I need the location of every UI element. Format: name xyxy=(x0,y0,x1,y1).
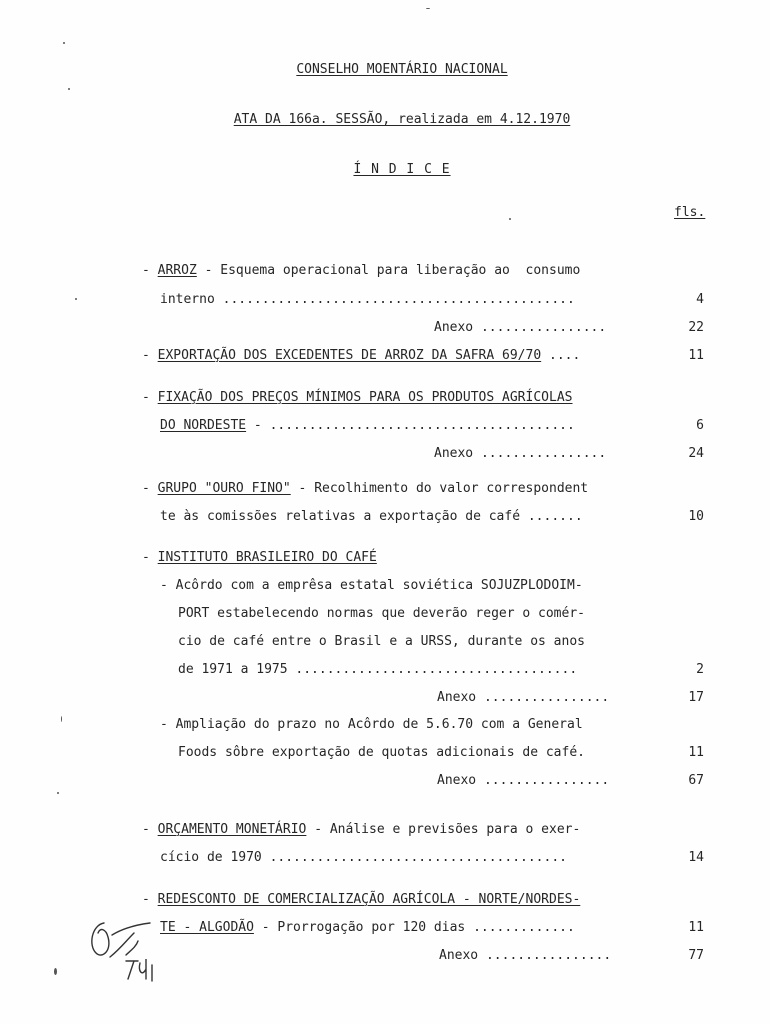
entry-ibc-title-line: - INSTITUTO BRASILEIRO DO CAFÉ xyxy=(142,550,377,565)
entry-ouro-fino-page: 10 xyxy=(688,509,704,524)
session-title: ATA DA 166a. SESSÃO, realizada em 4.12.1970 xyxy=(233,112,571,127)
entry-exportacao-title: EXPORTAÇÃO DOS EXCEDENTES DE ARROZ DA SAFRA 69/70 xyxy=(157,348,542,363)
scan-speck xyxy=(75,298,77,300)
entry-redesconto-annex: Anexo ................ xyxy=(439,948,612,963)
entry-ibc-sub1-page: 2 xyxy=(696,662,704,677)
entry-fixacao-title1: FIXAÇÃO DOS PREÇOS MÍNIMOS PARA OS PRODUTOS AGRÍCOLAS xyxy=(157,390,573,405)
entry-ibc-sub2-annex: Anexo ................ xyxy=(437,773,610,788)
entry-redesconto-title2: TE - ALGODÃO xyxy=(160,920,254,935)
entry-ibc-sub1-line2: PORT estabelecendo normas que deverão reger o comér- xyxy=(178,606,585,621)
entry-ibc-sub1-annex: Anexo ................ xyxy=(437,690,610,705)
entry-arroz-annex: Anexo ................ xyxy=(434,320,607,335)
index-heading: Í N D I C E xyxy=(353,162,451,177)
scan-speck xyxy=(54,968,57,975)
entry-arroz-line1: - ARROZ - Esquema operacional para liberação ao consumo xyxy=(142,263,581,278)
entry-ibc-sub1-line1: - Acôrdo com a emprêsa estatal soviética SOJUZPLODOIM- xyxy=(160,578,583,593)
entry-ibc-sub2-line2: Foods sôbre exportação de quotas adicionais de café. xyxy=(178,745,585,760)
entry-orcamento-line1: - ORÇAMENTO MONETÁRIO - Análise e previsões para o exer- xyxy=(142,822,581,837)
entry-ibc-sub2-line1: - Ampliação do prazo no Acôrdo de 5.6.70 com a General xyxy=(160,717,583,732)
entry-exportacao-page: 11 xyxy=(688,348,704,363)
entry-arroz-title: ARROZ xyxy=(157,263,197,278)
entry-arroz-annex-page: 22 xyxy=(688,320,704,335)
entry-fixacao-page: 6 xyxy=(696,418,704,433)
entry-redesconto-line1: - REDESCONTO DE COMERCIALIZAÇÃO AGRÍCOLA - NORTE/NORDES- xyxy=(142,892,581,907)
entry-fixacao-annex: Anexo ................ xyxy=(434,446,607,461)
entry-ouro-fino-line1: - GRUPO "OURO FINO" - Recolhimento do valor correspondent xyxy=(142,481,589,496)
entry-redesconto-line2: TE - ALGODÃO - Prorrogação por 120 dias ............. xyxy=(160,920,575,935)
entry-orcamento-title: ORÇAMENTO MONETÁRIO xyxy=(157,822,307,837)
entry-ibc-sub2-annex-page: 67 xyxy=(688,773,704,788)
handwritten-initials xyxy=(82,915,172,987)
entry-ibc-sub1-line4: de 1971 a 1975 .................................... xyxy=(178,662,578,677)
scan-speck xyxy=(57,792,59,794)
entry-exportacao: - EXPORTAÇÃO DOS EXCEDENTES DE ARROZ DA SAFRA 69/70 .... xyxy=(142,348,581,363)
fls-label: fls. xyxy=(674,205,706,220)
entry-ouro-fino-line2: te às comissões relativas a exportação de café ....... xyxy=(160,509,583,524)
scan-speck xyxy=(68,88,70,90)
entry-fixacao-line1: - FIXAÇÃO DOS PREÇOS MÍNIMOS PARA OS PRODUTOS AGRÍCOLAS xyxy=(142,390,573,405)
scan-speck xyxy=(63,42,65,44)
council-title: CONSELHO MOENTÁRIO NACIONAL xyxy=(296,62,508,77)
entry-redesconto-title1: REDESCONTO DE COMERCIALIZAÇÃO AGRÍCOLA - NORTE/NORDES- xyxy=(157,892,581,907)
entry-ibc-sub1-annex-page: 17 xyxy=(688,690,704,705)
entry-arroz-page: 4 xyxy=(696,292,704,307)
entry-fixacao-annex-page: 24 xyxy=(688,446,704,461)
entry-ibc-sub2-page: 11 xyxy=(688,745,704,760)
entry-orcamento-line2: cício de 1970 ...................................... xyxy=(160,850,567,865)
scan-speck xyxy=(61,716,62,722)
entry-ibc-title: INSTITUTO BRASILEIRO DO CAFÉ xyxy=(157,550,377,565)
scan-speck xyxy=(509,218,511,220)
entry-ouro-fino-title: GRUPO "OURO FINO" xyxy=(157,481,291,496)
entry-fixacao-line2: DO NORDESTE - ....................................... xyxy=(160,418,575,433)
entry-arroz-line2: interno ............................................. xyxy=(160,292,575,307)
entry-ibc-sub1-line3: cio de café entre o Brasil e a URSS, durante os anos xyxy=(178,634,585,649)
entry-fixacao-title2: DO NORDESTE xyxy=(160,418,247,433)
entry-orcamento-page: 14 xyxy=(688,850,704,865)
scan-speck xyxy=(426,8,430,9)
entry-redesconto-annex-page: 77 xyxy=(688,948,704,963)
entry-redesconto-page: 11 xyxy=(688,920,704,935)
